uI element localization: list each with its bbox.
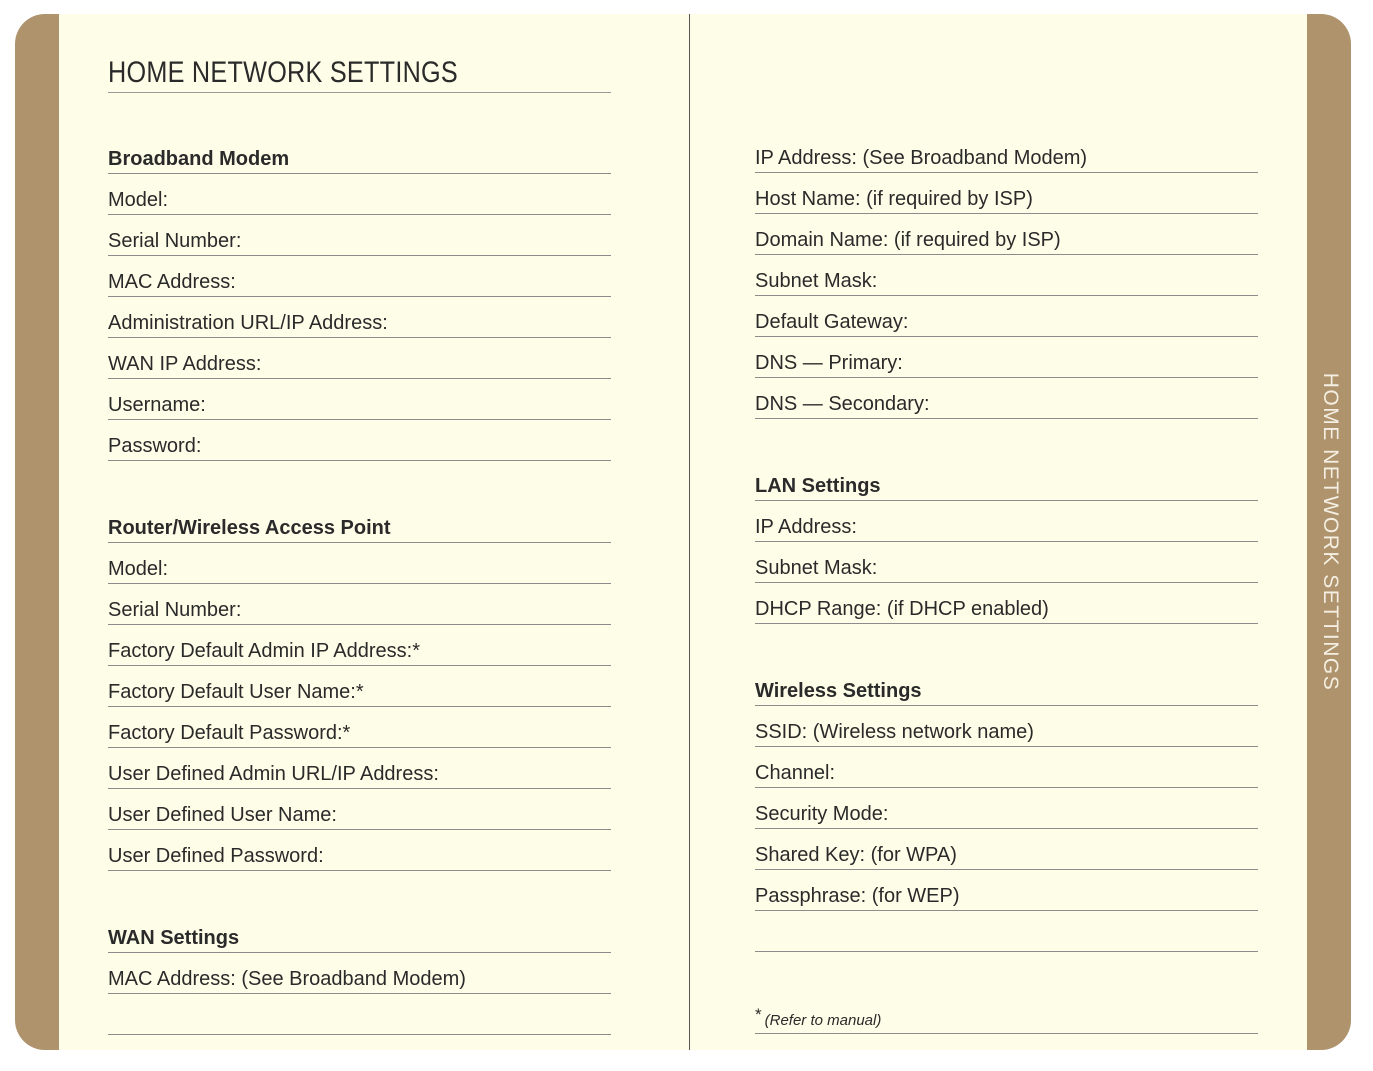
footnote xyxy=(755,993,1258,1034)
form-field-line: Subnet Mask: xyxy=(755,542,1258,583)
section-gap xyxy=(755,624,1258,665)
form-field-line: Passphrase: (for WEP) xyxy=(755,870,1258,911)
form-field-line: Shared Key: (for WPA) xyxy=(755,829,1258,870)
page-title: HOME NETWORK SETTINGS xyxy=(108,54,611,93)
section-heading: Broadband Modem xyxy=(108,133,611,174)
form-field-line: User Defined Admin URL/IP Address: xyxy=(108,748,611,789)
side-tab-label: HOME NETWORK SETTINGS xyxy=(1319,372,1342,692)
section-heading: LAN Settings xyxy=(755,460,1258,501)
blank-line xyxy=(755,911,1258,952)
form-field-line: MAC Address: xyxy=(108,256,611,297)
form-field-line: SSID: (Wireless network name) xyxy=(755,706,1258,747)
form-field-line: Serial Number: xyxy=(108,584,611,625)
section-heading: WAN Settings xyxy=(108,912,611,953)
left-form-column xyxy=(108,133,611,1035)
form-field-line: DHCP Range: (if DHCP enabled) xyxy=(755,583,1258,624)
footnote-mark: * xyxy=(755,1005,762,1024)
form-field-line: DNS — Secondary: xyxy=(755,378,1258,419)
footnote-text: (Refer to manual) xyxy=(764,1012,882,1029)
form-field-line: IP Address: xyxy=(755,501,1258,542)
section-gap xyxy=(755,952,1258,993)
form-field-line: Password: xyxy=(108,420,611,461)
form-field-line: Domain Name: (if required by ISP) xyxy=(755,214,1258,255)
form-field-line: Host Name: (if required by ISP) xyxy=(755,173,1258,214)
form-field-line: Subnet Mask: xyxy=(755,255,1258,296)
form-field-line: Administration URL/IP Address: xyxy=(108,297,611,338)
form-field-line: Channel: xyxy=(755,747,1258,788)
form-field-line: Model: xyxy=(108,543,611,584)
page-spine xyxy=(689,14,690,1050)
form-field-line: User Defined User Name: xyxy=(108,789,611,830)
form-field-line: Default Gateway: xyxy=(755,296,1258,337)
form-field-line: DNS — Primary: xyxy=(755,337,1258,378)
form-field-line: Model: xyxy=(108,174,611,215)
form-field-line: Security Mode: xyxy=(755,788,1258,829)
form-field-line: Factory Default User Name:* xyxy=(108,666,611,707)
form-field-line: WAN IP Address: xyxy=(108,338,611,379)
form-field-line: Username: xyxy=(108,379,611,420)
section-gap xyxy=(755,419,1258,460)
form-field-line: Factory Default Admin IP Address:* xyxy=(108,625,611,666)
form-field-line: IP Address: (See Broadband Modem) xyxy=(755,132,1258,173)
right-form-column xyxy=(755,132,1258,1034)
section-heading: Router/Wireless Access Point xyxy=(108,502,611,543)
section-heading: Wireless Settings xyxy=(755,665,1258,706)
form-field-line: User Defined Password: xyxy=(108,830,611,871)
section-gap xyxy=(108,871,611,912)
blank-line xyxy=(108,994,611,1035)
section-gap xyxy=(108,461,611,502)
form-field-line: Serial Number: xyxy=(108,215,611,256)
form-field-line: Factory Default Password:* xyxy=(108,707,611,748)
form-field-line: MAC Address: (See Broadband Modem) xyxy=(108,953,611,994)
